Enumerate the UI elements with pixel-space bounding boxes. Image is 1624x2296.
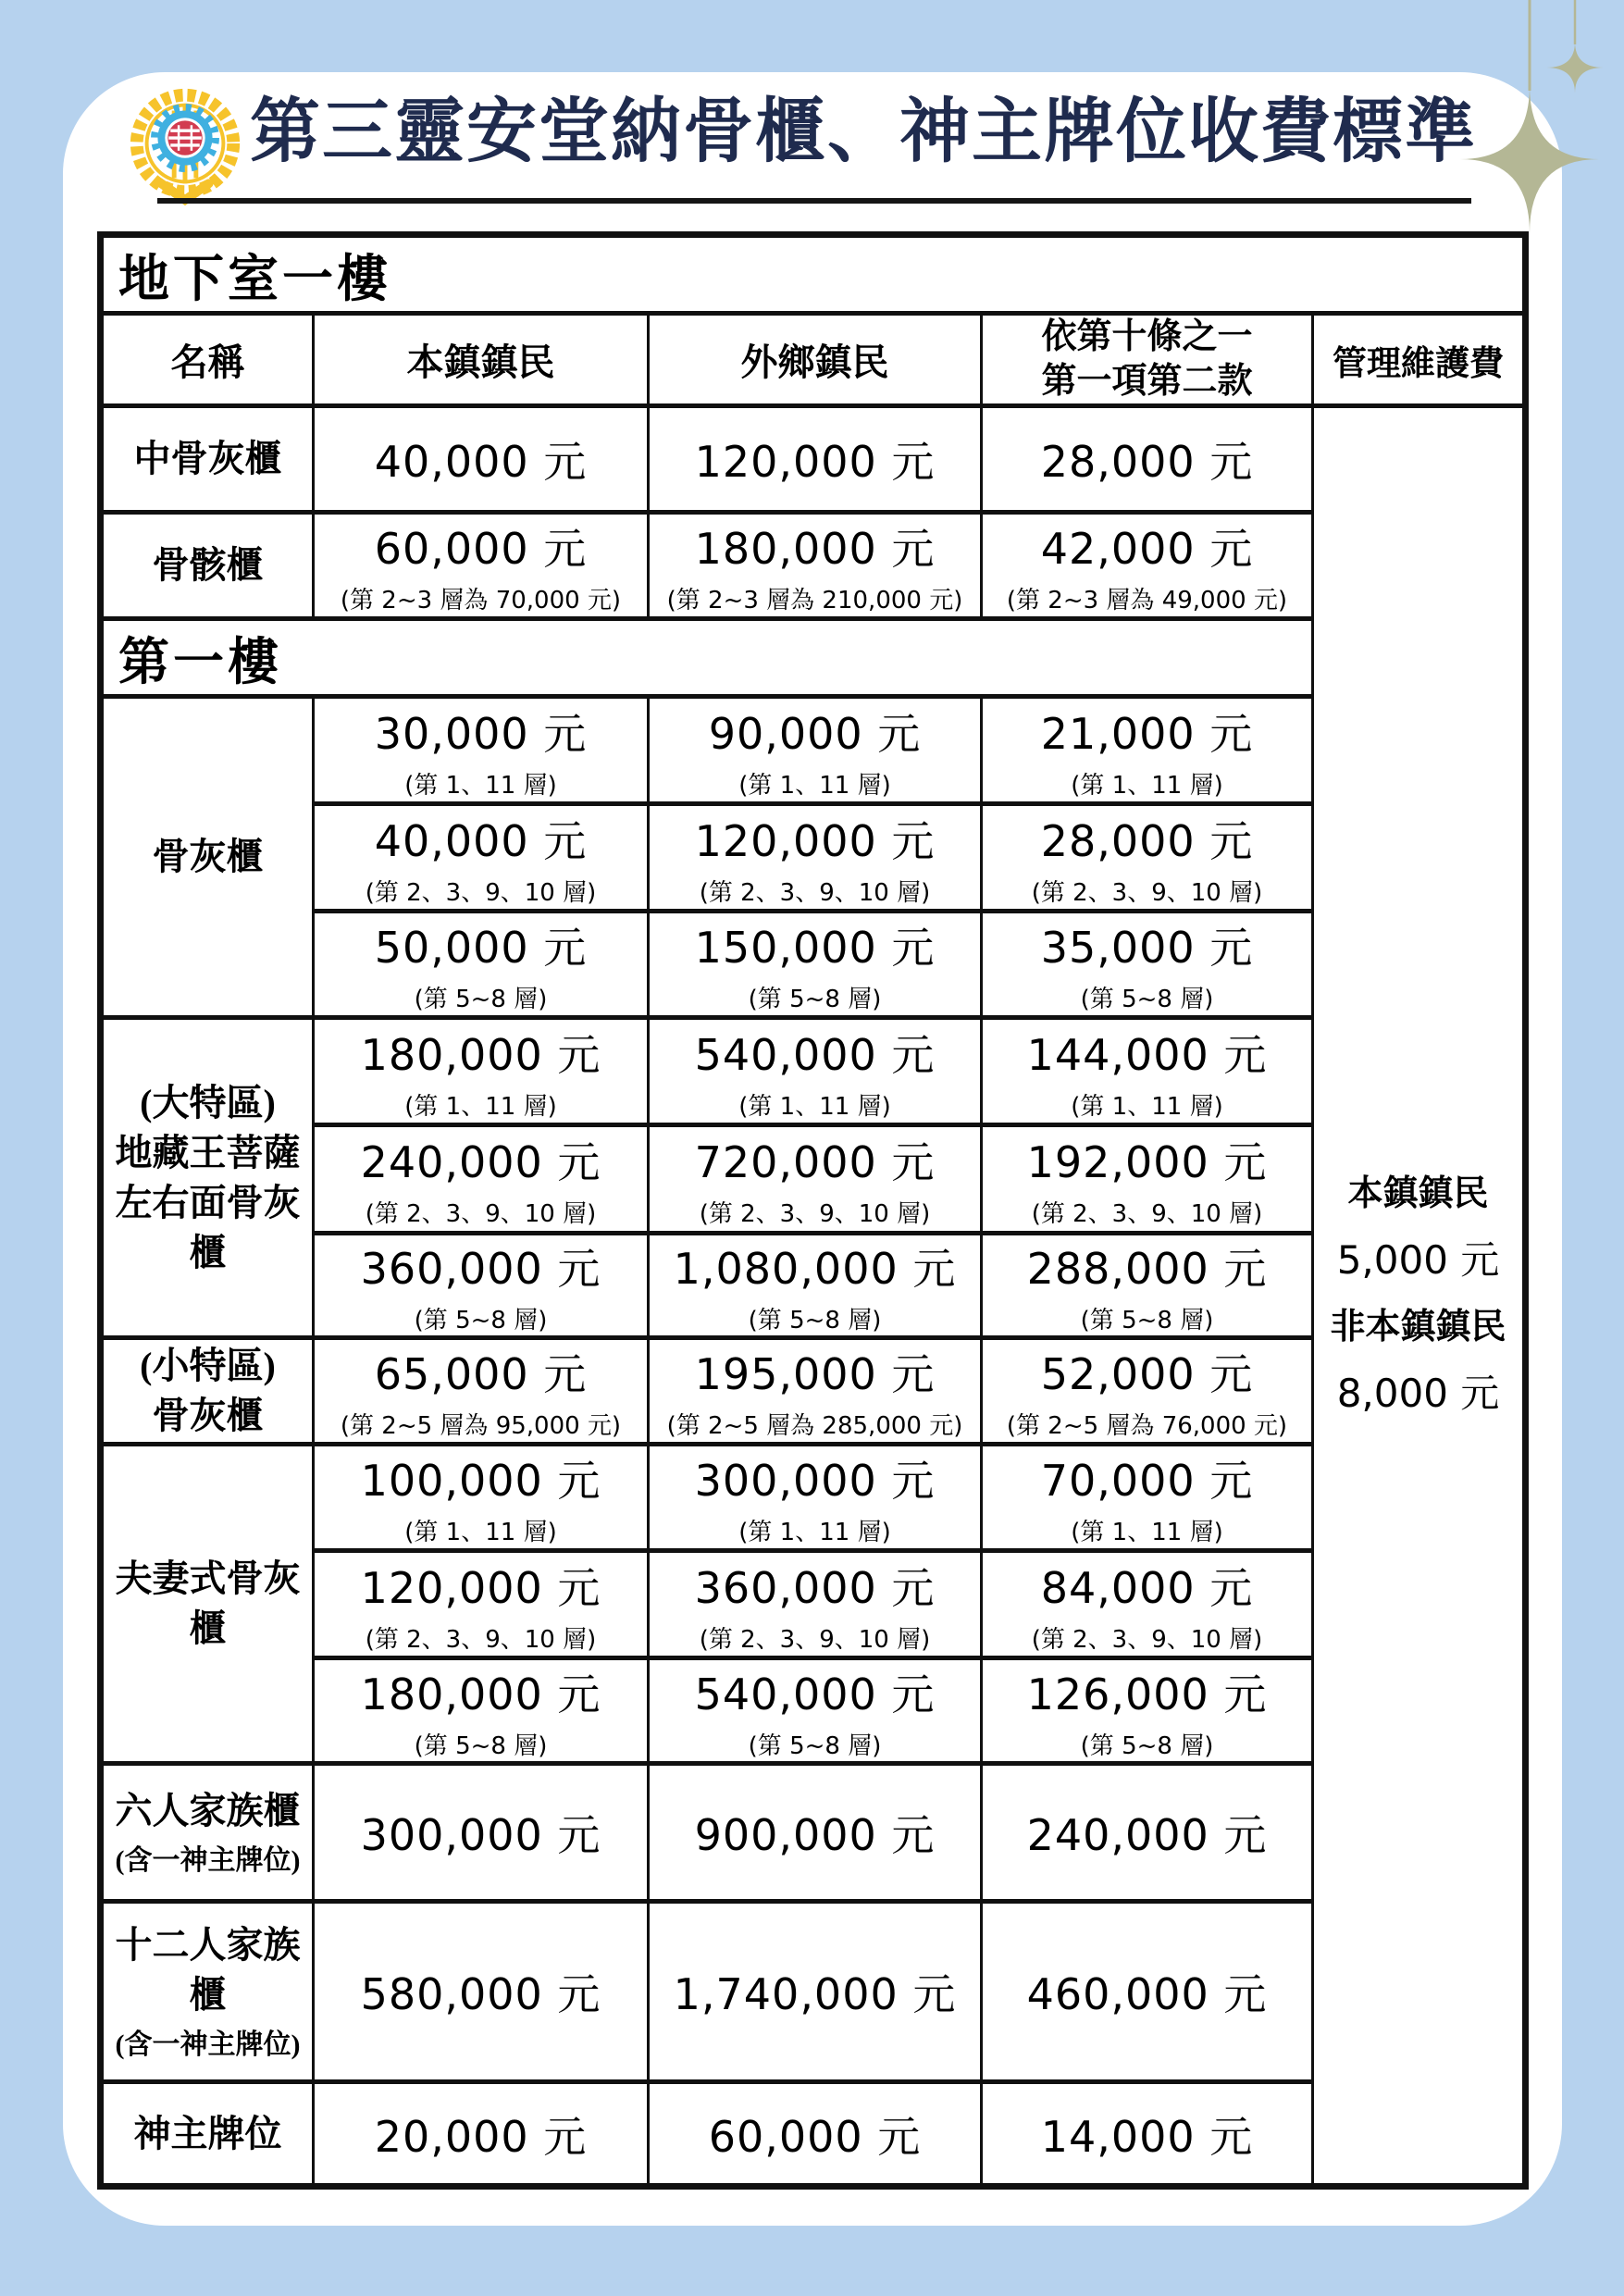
price-value: 65,000 元 bbox=[374, 1349, 588, 1399]
price-value: 360,000 元 bbox=[694, 1562, 936, 1613]
title-underline bbox=[157, 198, 1471, 204]
price-note: (第 2、3、9、10 層) bbox=[1031, 878, 1263, 907]
price-cell bbox=[649, 513, 982, 619]
price-cell bbox=[982, 1902, 1313, 2082]
price-value: 1,740,000 元 bbox=[673, 1969, 957, 2019]
price-value: 180,000 元 bbox=[694, 524, 936, 574]
fee-table bbox=[97, 231, 1529, 2190]
price-note: (第 1、11 層) bbox=[1071, 1519, 1223, 1546]
row-name-label: (大特區) bbox=[140, 1081, 276, 1123]
price-cell bbox=[982, 513, 1313, 619]
mgmt-fee-amount: 8,000 元 bbox=[1336, 1371, 1500, 1417]
price-cell bbox=[649, 2082, 982, 2187]
price-note: (第 1、11 層) bbox=[404, 1092, 557, 1121]
price-value: 120,000 元 bbox=[694, 815, 936, 866]
price-cell bbox=[314, 1551, 649, 1658]
price-cell bbox=[314, 1902, 649, 2082]
price-cell bbox=[982, 1764, 1313, 1902]
price-cell bbox=[982, 1338, 1313, 1445]
row-name bbox=[101, 1764, 314, 1902]
price-cell bbox=[649, 912, 982, 1018]
row-name bbox=[101, 1902, 314, 2082]
row-name bbox=[101, 697, 314, 1018]
col-header-nonlocal: 外鄉鎮民 bbox=[649, 314, 982, 406]
row-name-note: (含一神主牌位) bbox=[115, 2029, 301, 2061]
page-title: 第三靈安堂納骨櫃、神主牌位收費標準 bbox=[250, 93, 1477, 171]
price-cell bbox=[314, 1445, 649, 1551]
row-name-label: 六人家族櫃 bbox=[115, 1790, 301, 1832]
price-note: (第 2、3、9、10 層) bbox=[699, 1200, 931, 1228]
price-note: (第 2~3 層為 70,000 元) bbox=[340, 587, 622, 614]
col-header-name: 名稱 bbox=[101, 314, 314, 406]
row-name-label: (小特區) bbox=[140, 1345, 276, 1386]
price-cell bbox=[649, 1445, 982, 1551]
price-value: 126,000 元 bbox=[1026, 1669, 1268, 1719]
price-note: (第 1、11 層) bbox=[404, 1519, 557, 1546]
mgmt-fee-amount: 5,000 元 bbox=[1336, 1237, 1500, 1284]
price-cell bbox=[649, 406, 982, 513]
price-cell bbox=[314, 697, 649, 804]
row-name-label: 骨灰櫃 bbox=[152, 1395, 264, 1436]
price-value: 300,000 元 bbox=[360, 1810, 601, 1860]
price-cell bbox=[649, 697, 982, 804]
price-note: (第 2~5 層為 76,000 元) bbox=[1006, 1412, 1288, 1440]
price-value: 21,000 元 bbox=[1040, 708, 1254, 759]
price-value: 52,000 元 bbox=[1040, 1349, 1254, 1399]
price-value: 720,000 元 bbox=[694, 1137, 936, 1187]
price-note: (第 2、3、9、10 層) bbox=[365, 1625, 597, 1654]
price-value: 180,000 元 bbox=[360, 1669, 601, 1719]
price-note: (第 5~8 層) bbox=[414, 1731, 548, 1760]
price-value: 60,000 元 bbox=[374, 524, 588, 574]
row-name bbox=[101, 1445, 314, 1764]
price-cell bbox=[314, 1658, 649, 1764]
price-cell bbox=[649, 1338, 982, 1445]
col-header-clause-line2: 第一項第二款 bbox=[1041, 361, 1253, 401]
price-cell bbox=[982, 697, 1313, 804]
row-name-label: 夫妻式骨灰櫃 bbox=[115, 1558, 301, 1649]
price-value: 28,000 元 bbox=[1040, 815, 1254, 866]
price-note: (第 1、11 層) bbox=[1071, 1092, 1223, 1121]
price-cell bbox=[982, 1658, 1313, 1764]
row-name-label: 神主牌位 bbox=[133, 2112, 282, 2154]
price-value: 30,000 元 bbox=[374, 708, 588, 759]
price-value: 300,000 元 bbox=[694, 1456, 936, 1506]
price-note: (第 1、11 層) bbox=[738, 1519, 891, 1546]
row-name-label: 十二人家族櫃 bbox=[115, 1924, 301, 2017]
mgmt-fee-line: 本鎮鎮民 bbox=[1347, 1174, 1489, 1214]
price-cell bbox=[314, 1018, 649, 1125]
price-note: (第 5~8 層) bbox=[1080, 1731, 1214, 1760]
price-note: (第 5~8 層) bbox=[414, 1307, 548, 1334]
sparkle-icon bbox=[1397, 0, 1624, 287]
price-note: (第 2、3、9、10 層) bbox=[699, 878, 931, 907]
price-value: 40,000 元 bbox=[374, 437, 588, 487]
row-name-label: 中骨灰櫃 bbox=[133, 438, 282, 479]
price-note: (第 2、3、9、10 層) bbox=[365, 1200, 597, 1228]
row-name bbox=[101, 2082, 314, 2187]
row-name bbox=[101, 406, 314, 513]
price-value: 540,000 元 bbox=[694, 1029, 936, 1080]
price-value: 360,000 元 bbox=[360, 1244, 601, 1294]
price-note: (第 5~8 層) bbox=[748, 1731, 882, 1760]
price-cell bbox=[314, 513, 649, 619]
price-cell bbox=[649, 1658, 982, 1764]
price-note: (第 2~3 層為 49,000 元) bbox=[1006, 587, 1288, 614]
price-note: (第 2、3、9、10 層) bbox=[699, 1625, 931, 1654]
row-name-label: 骨骸櫃 bbox=[152, 544, 264, 586]
price-note: (第 1、11 層) bbox=[1071, 771, 1223, 800]
price-cell bbox=[314, 1764, 649, 1902]
price-value: 120,000 元 bbox=[694, 437, 936, 487]
row-name-label: 骨灰櫃 bbox=[152, 836, 264, 877]
price-cell bbox=[314, 2082, 649, 2187]
price-cell bbox=[649, 1018, 982, 1125]
price-note: (第 5~8 層) bbox=[414, 986, 548, 1013]
price-value: 100,000 元 bbox=[360, 1456, 601, 1506]
price-note: (第 2、3、9、10 層) bbox=[1031, 1200, 1263, 1228]
price-value: 580,000 元 bbox=[360, 1969, 601, 2019]
price-cell bbox=[314, 1234, 649, 1338]
price-value: 460,000 元 bbox=[1026, 1969, 1268, 2019]
price-value: 240,000 元 bbox=[360, 1137, 601, 1187]
price-value: 14,000 元 bbox=[1040, 2111, 1254, 2162]
col-header-local: 本鎮鎮民 bbox=[314, 314, 649, 406]
price-value: 50,000 元 bbox=[374, 923, 588, 973]
price-value: 120,000 元 bbox=[360, 1562, 601, 1613]
price-value: 1,080,000 元 bbox=[673, 1244, 957, 1294]
price-cell bbox=[314, 912, 649, 1018]
price-note: (第 1、11 層) bbox=[738, 771, 891, 800]
price-cell bbox=[982, 912, 1313, 1018]
price-value: 90,000 元 bbox=[708, 708, 922, 759]
price-cell bbox=[982, 1018, 1313, 1125]
price-note: (第 2、3、9、10 層) bbox=[365, 878, 597, 907]
section-floor1-label: 第一樓 bbox=[101, 619, 1313, 697]
price-note: (第 5~8 層) bbox=[748, 986, 882, 1013]
price-cell bbox=[649, 1764, 982, 1902]
row-name-note: (含一神主牌位) bbox=[115, 1845, 301, 1877]
price-note: (第 2~5 層為 285,000 元) bbox=[666, 1412, 963, 1440]
col-header-clause-line1: 依第十條之一 bbox=[1041, 317, 1253, 356]
price-cell bbox=[982, 1551, 1313, 1658]
price-value: 240,000 元 bbox=[1026, 1810, 1268, 1860]
price-cell bbox=[982, 406, 1313, 513]
price-value: 195,000 元 bbox=[694, 1349, 936, 1399]
price-note: (第 2~5 層為 95,000 元) bbox=[340, 1412, 622, 1440]
mgmt-fee-line: 非本鎮鎮民 bbox=[1330, 1308, 1506, 1347]
mgmt-fee-cell bbox=[1313, 406, 1526, 2187]
price-note: (第 5~8 層) bbox=[1080, 986, 1214, 1013]
price-value: 180,000 元 bbox=[360, 1029, 601, 1080]
row-name bbox=[101, 1018, 314, 1338]
price-cell bbox=[314, 1125, 649, 1234]
price-note: (第 5~8 層) bbox=[1080, 1307, 1214, 1334]
price-cell bbox=[982, 804, 1313, 912]
price-cell bbox=[649, 804, 982, 912]
price-note: (第 1、11 層) bbox=[404, 771, 557, 800]
row-name bbox=[101, 513, 314, 619]
col-header-mgmt: 管理維護費 bbox=[1313, 314, 1526, 406]
price-cell bbox=[649, 1902, 982, 2082]
price-cell bbox=[314, 406, 649, 513]
price-cell bbox=[314, 1338, 649, 1445]
price-value: 28,000 元 bbox=[1040, 437, 1254, 487]
price-note: (第 5~8 層) bbox=[748, 1307, 882, 1334]
price-cell bbox=[982, 1125, 1313, 1234]
price-value: 144,000 元 bbox=[1026, 1029, 1268, 1080]
price-value: 192,000 元 bbox=[1026, 1137, 1268, 1187]
price-value: 288,000 元 bbox=[1026, 1244, 1268, 1294]
price-note: (第 1、11 層) bbox=[738, 1092, 891, 1121]
price-note: (第 2~3 層為 210,000 元) bbox=[666, 587, 963, 614]
price-value: 900,000 元 bbox=[694, 1810, 936, 1860]
price-value: 40,000 元 bbox=[374, 815, 588, 866]
price-cell bbox=[982, 1234, 1313, 1338]
price-value: 150,000 元 bbox=[694, 923, 936, 973]
price-cell bbox=[982, 1445, 1313, 1551]
section-basement-label: 地下室一樓 bbox=[101, 235, 1526, 314]
township-emblem-icon bbox=[121, 77, 249, 206]
price-value: 20,000 元 bbox=[374, 2111, 588, 2162]
col-header-clause bbox=[982, 314, 1313, 406]
price-note: (第 2、3、9、10 層) bbox=[1031, 1625, 1263, 1654]
row-name bbox=[101, 1338, 314, 1445]
price-value: 70,000 元 bbox=[1040, 1456, 1254, 1506]
price-cell bbox=[649, 1234, 982, 1338]
price-cell bbox=[649, 1551, 982, 1658]
price-value: 60,000 元 bbox=[708, 2111, 922, 2162]
row-name-label: 地藏王菩薩左右面骨灰櫃 bbox=[115, 1131, 301, 1273]
price-cell bbox=[649, 1125, 982, 1234]
price-value: 35,000 元 bbox=[1040, 923, 1254, 973]
price-cell bbox=[982, 2082, 1313, 2187]
price-value: 84,000 元 bbox=[1040, 1562, 1254, 1613]
price-value: 42,000 元 bbox=[1040, 524, 1254, 574]
price-cell bbox=[314, 804, 649, 912]
price-value: 540,000 元 bbox=[694, 1669, 936, 1719]
